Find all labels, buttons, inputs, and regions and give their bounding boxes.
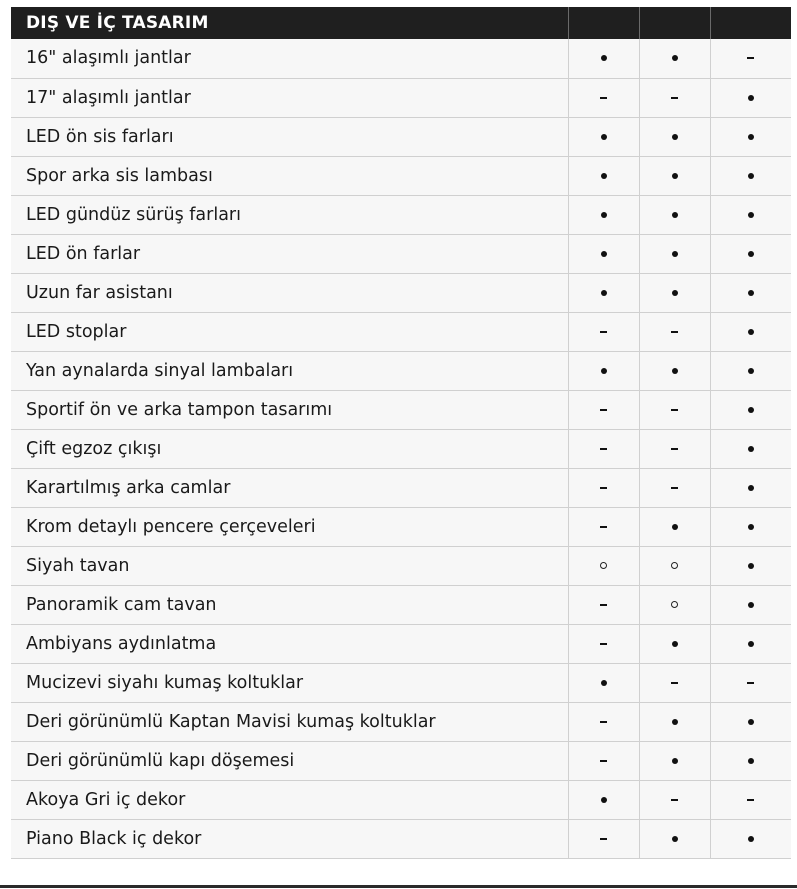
availability-cell-2 <box>639 234 710 273</box>
table-row <box>11 429 791 468</box>
bottom-divider <box>0 885 797 888</box>
not-available-dash-icon <box>600 448 607 450</box>
table-row <box>11 819 791 858</box>
not-available-dash-icon <box>600 526 607 528</box>
table-row <box>11 39 791 78</box>
standard-dot-icon <box>748 134 754 140</box>
standard-dot-icon <box>601 173 607 179</box>
availability-cell-3 <box>710 117 791 156</box>
optional-ring-icon <box>600 562 607 569</box>
not-available-dash-icon <box>671 682 678 684</box>
availability-cell-2 <box>639 507 710 546</box>
standard-dot-icon <box>672 212 678 218</box>
table-row <box>11 312 791 351</box>
availability-cell-1 <box>568 663 639 702</box>
standard-dot-icon <box>601 797 607 803</box>
not-available-dash-icon <box>600 331 607 333</box>
availability-cell-3 <box>710 702 791 741</box>
feature-label: Yan aynalarda sinyal lambaları <box>11 351 568 390</box>
standard-dot-icon <box>672 368 678 374</box>
header-row <box>11 7 791 39</box>
availability-cell-2 <box>639 429 710 468</box>
standard-dot-icon <box>748 446 754 452</box>
not-available-dash-icon <box>671 409 678 411</box>
availability-cell-3 <box>710 78 791 117</box>
table-row <box>11 273 791 312</box>
feature-label: Karartılmış arka camlar <box>11 468 568 507</box>
availability-cell-2 <box>639 546 710 585</box>
availability-cell-3 <box>710 312 791 351</box>
feature-label: Spor arka sis lambası <box>11 156 568 195</box>
availability-cell-1 <box>568 156 639 195</box>
standard-dot-icon <box>748 290 754 296</box>
availability-cell-3 <box>710 819 791 858</box>
not-available-dash-icon <box>600 838 607 840</box>
availability-cell-3 <box>710 195 791 234</box>
availability-cell-1 <box>568 468 639 507</box>
header-column-1 <box>568 7 639 39</box>
availability-cell-3 <box>710 585 791 624</box>
header-column-2 <box>639 7 710 39</box>
standard-dot-icon <box>672 719 678 725</box>
availability-cell-2 <box>639 702 710 741</box>
feature-label: 16" alaşımlı jantlar <box>11 39 568 78</box>
standard-dot-icon <box>672 55 678 61</box>
availability-cell-3 <box>710 351 791 390</box>
standard-dot-icon <box>601 134 607 140</box>
equipment-table <box>11 7 791 859</box>
availability-cell-1 <box>568 312 639 351</box>
feature-label: Deri görünümlü kapı döşemesi <box>11 741 568 780</box>
standard-dot-icon <box>672 173 678 179</box>
feature-label: Panoramik cam tavan <box>11 585 568 624</box>
availability-cell-3 <box>710 507 791 546</box>
availability-cell-1 <box>568 273 639 312</box>
feature-label: Mucizevi siyahı kumaş koltuklar <box>11 663 568 702</box>
table-row <box>11 156 791 195</box>
availability-cell-3 <box>710 780 791 819</box>
availability-cell-3 <box>710 624 791 663</box>
standard-dot-icon <box>748 719 754 725</box>
feature-label: LED stoplar <box>11 312 568 351</box>
availability-cell-3 <box>710 273 791 312</box>
availability-cell-2 <box>639 312 710 351</box>
availability-cell-3 <box>710 663 791 702</box>
availability-cell-2 <box>639 585 710 624</box>
standard-dot-icon <box>601 680 607 686</box>
not-available-dash-icon <box>671 448 678 450</box>
feature-label: Sportif ön ve arka tampon tasarımı <box>11 390 568 429</box>
availability-cell-1 <box>568 429 639 468</box>
optional-ring-icon <box>671 601 678 608</box>
standard-dot-icon <box>748 173 754 179</box>
feature-label: Piano Black iç dekor <box>11 819 568 858</box>
feature-label: Uzun far asistanı <box>11 273 568 312</box>
standard-dot-icon <box>748 329 754 335</box>
not-available-dash-icon <box>600 97 607 99</box>
availability-cell-1 <box>568 39 639 78</box>
availability-cell-2 <box>639 117 710 156</box>
availability-cell-1 <box>568 390 639 429</box>
feature-label: LED gündüz sürüş farları <box>11 195 568 234</box>
availability-cell-2 <box>639 819 710 858</box>
availability-cell-2 <box>639 273 710 312</box>
section-title: DIŞ VE İÇ TASARIM <box>11 7 568 39</box>
availability-cell-2 <box>639 468 710 507</box>
availability-cell-1 <box>568 117 639 156</box>
not-available-dash-icon <box>747 682 754 684</box>
availability-cell-1 <box>568 78 639 117</box>
not-available-dash-icon <box>747 799 754 801</box>
standard-dot-icon <box>748 407 754 413</box>
feature-label: LED ön sis farları <box>11 117 568 156</box>
standard-dot-icon <box>601 212 607 218</box>
not-available-dash-icon <box>671 487 678 489</box>
availability-cell-3 <box>710 468 791 507</box>
standard-dot-icon <box>672 524 678 530</box>
not-available-dash-icon <box>671 331 678 333</box>
availability-cell-1 <box>568 234 639 273</box>
availability-cell-1 <box>568 195 639 234</box>
not-available-dash-icon <box>600 643 607 645</box>
table-row <box>11 741 791 780</box>
standard-dot-icon <box>672 758 678 764</box>
table-row <box>11 117 791 156</box>
availability-cell-2 <box>639 156 710 195</box>
availability-cell-2 <box>639 780 710 819</box>
table-row <box>11 351 791 390</box>
availability-cell-1 <box>568 702 639 741</box>
availability-cell-2 <box>639 195 710 234</box>
table-row <box>11 702 791 741</box>
availability-cell-1 <box>568 741 639 780</box>
availability-cell-3 <box>710 234 791 273</box>
standard-dot-icon <box>672 251 678 257</box>
table-body <box>11 39 791 858</box>
table-row <box>11 585 791 624</box>
feature-label: Deri görünümlü Kaptan Mavisi kumaş koltuklar <box>11 702 568 741</box>
availability-cell-2 <box>639 741 710 780</box>
standard-dot-icon <box>601 55 607 61</box>
table-row <box>11 468 791 507</box>
feature-label: Krom detaylı pencere çerçeveleri <box>11 507 568 546</box>
feature-label: LED ön farlar <box>11 234 568 273</box>
not-available-dash-icon <box>600 604 607 606</box>
availability-cell-1 <box>568 507 639 546</box>
feature-label: Siyah tavan <box>11 546 568 585</box>
availability-cell-1 <box>568 585 639 624</box>
standard-dot-icon <box>672 134 678 140</box>
table-row <box>11 78 791 117</box>
availability-cell-1 <box>568 624 639 663</box>
availability-cell-3 <box>710 546 791 585</box>
standard-dot-icon <box>748 251 754 257</box>
standard-dot-icon <box>748 758 754 764</box>
table-row <box>11 234 791 273</box>
availability-cell-2 <box>639 351 710 390</box>
optional-ring-icon <box>671 562 678 569</box>
standard-dot-icon <box>672 290 678 296</box>
not-available-dash-icon <box>747 57 754 59</box>
table-row <box>11 546 791 585</box>
table-row <box>11 780 791 819</box>
table-row <box>11 507 791 546</box>
not-available-dash-icon <box>671 799 678 801</box>
feature-label: 17" alaşımlı jantlar <box>11 78 568 117</box>
availability-cell-2 <box>639 624 710 663</box>
feature-label: Çift egzoz çıkışı <box>11 429 568 468</box>
standard-dot-icon <box>748 641 754 647</box>
feature-label: Akoya Gri iç dekor <box>11 780 568 819</box>
not-available-dash-icon <box>600 487 607 489</box>
standard-dot-icon <box>748 836 754 842</box>
header-column-3 <box>710 7 791 39</box>
table-row <box>11 390 791 429</box>
not-available-dash-icon <box>600 721 607 723</box>
feature-label: Ambiyans aydınlatma <box>11 624 568 663</box>
standard-dot-icon <box>748 602 754 608</box>
not-available-dash-icon <box>600 409 607 411</box>
availability-cell-2 <box>639 663 710 702</box>
availability-cell-2 <box>639 390 710 429</box>
standard-dot-icon <box>748 368 754 374</box>
availability-cell-3 <box>710 39 791 78</box>
table-header <box>11 7 791 39</box>
not-available-dash-icon <box>671 97 678 99</box>
standard-dot-icon <box>601 251 607 257</box>
table-row <box>11 624 791 663</box>
standard-dot-icon <box>601 290 607 296</box>
availability-cell-3 <box>710 429 791 468</box>
availability-cell-3 <box>710 741 791 780</box>
standard-dot-icon <box>748 524 754 530</box>
table-row <box>11 195 791 234</box>
standard-dot-icon <box>672 641 678 647</box>
availability-cell-3 <box>710 156 791 195</box>
standard-dot-icon <box>672 836 678 842</box>
standard-dot-icon <box>601 368 607 374</box>
availability-cell-2 <box>639 39 710 78</box>
not-available-dash-icon <box>600 760 607 762</box>
standard-dot-icon <box>748 563 754 569</box>
availability-cell-2 <box>639 78 710 117</box>
availability-cell-1 <box>568 819 639 858</box>
table-row <box>11 663 791 702</box>
standard-dot-icon <box>748 485 754 491</box>
availability-cell-1 <box>568 780 639 819</box>
availability-cell-3 <box>710 390 791 429</box>
availability-cell-1 <box>568 351 639 390</box>
standard-dot-icon <box>748 212 754 218</box>
availability-cell-1 <box>568 546 639 585</box>
standard-dot-icon <box>748 95 754 101</box>
